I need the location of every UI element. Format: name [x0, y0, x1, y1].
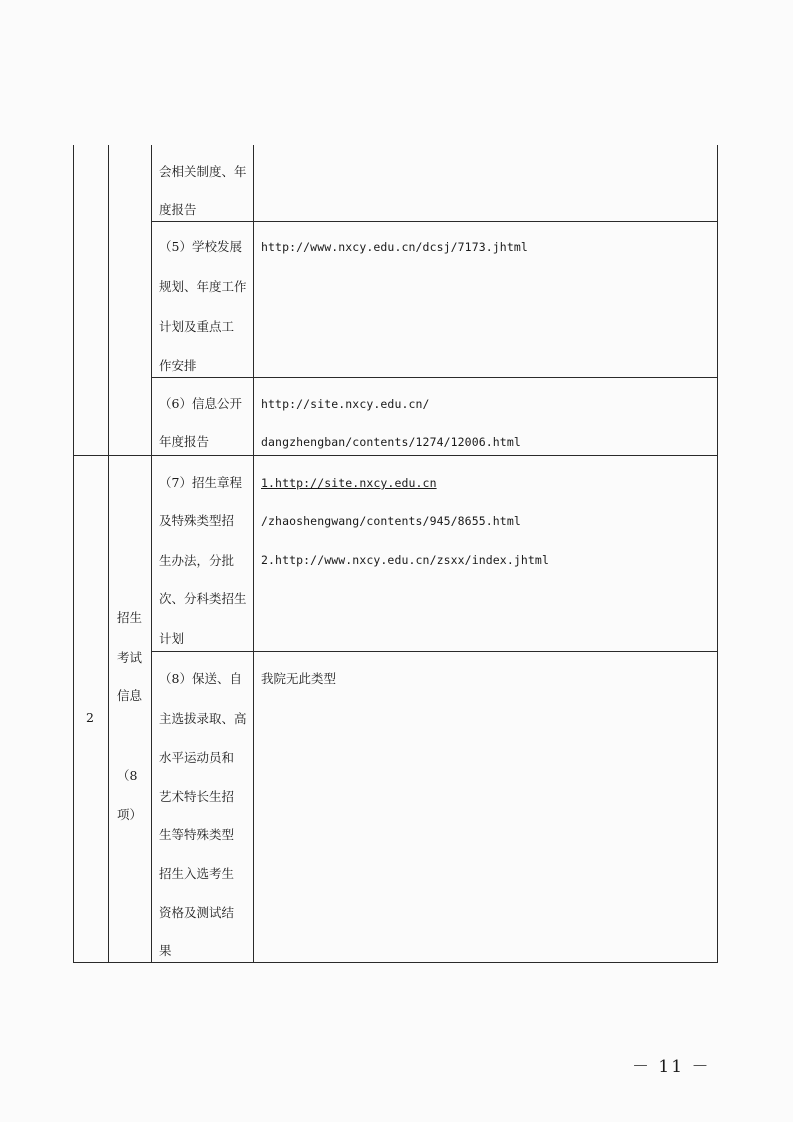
content-link[interactable]: http://site.nxcy.edu.cn/	[261, 397, 430, 411]
item-text-line: 作安排	[159, 358, 197, 373]
item-text-line: 资格及测试结	[159, 905, 235, 920]
table-col1-divider	[108, 145, 109, 963]
content-link[interactable]: 1.http://site.nxcy.edu.cn	[261, 476, 437, 490]
item-text-line: （8）保送、自	[159, 671, 242, 686]
category-text-line: 考试	[117, 650, 143, 665]
item-text-line: 及特殊类型招	[159, 513, 235, 528]
category-text-line: 项）	[117, 807, 143, 822]
row-divider	[151, 221, 718, 222]
item-text-line: 主选拔录取、高	[159, 711, 247, 726]
item-text-line: 果	[159, 943, 172, 958]
item-text-line: 艺术特长生招	[159, 789, 235, 804]
item-text-line: 次、分科类招生	[159, 591, 247, 606]
table-left-border	[73, 145, 74, 963]
item-text-line: 度报告	[159, 202, 197, 217]
item-text-line: （6）信息公开	[159, 396, 242, 411]
content-link[interactable]: http://www.nxcy.edu.cn/dcsj/7173.jhtml	[261, 240, 528, 254]
page-number: － 11 －	[632, 1057, 711, 1077]
item-text-line: 规划、年度工作	[159, 279, 247, 294]
item-text-line: 生等特殊类型	[159, 827, 235, 842]
content-link[interactable]: /zhaoshengwang/contents/945/8655.html	[261, 514, 521, 528]
content-link[interactable]: 2.http://www.nxcy.edu.cn/zsxx/index.jhtml	[261, 553, 549, 567]
item-text-line: 生办法，分批	[159, 553, 235, 568]
item-text-line: （5）学校发展	[159, 239, 242, 254]
item-text-line: 招生入选考生	[159, 866, 235, 881]
content-link[interactable]: dangzhengban/contents/1274/12006.html	[261, 435, 521, 449]
item-text-line: 计划	[159, 631, 185, 646]
item-text-line: 会相关制度、年	[159, 164, 247, 179]
category-text-line: 招生	[117, 610, 143, 625]
table-right-border	[717, 145, 718, 963]
row-divider	[151, 651, 718, 652]
table-bottom-border	[73, 962, 718, 963]
table-col3-divider	[253, 145, 254, 963]
item-text-line: 年度报告	[159, 434, 210, 449]
row-divider	[151, 377, 718, 378]
category-text-line: （8	[117, 768, 138, 783]
item-text-line: 水平运动员和	[159, 750, 235, 765]
item-text-line: 计划及重点工	[159, 319, 235, 334]
group-divider	[73, 455, 718, 456]
item-text-line: （7）招生章程	[159, 475, 242, 490]
content-text: 我院无此类型	[261, 671, 337, 686]
table-col2-divider	[151, 145, 152, 963]
group-number: 2	[86, 710, 94, 725]
category-text-line: 信息	[117, 688, 143, 703]
